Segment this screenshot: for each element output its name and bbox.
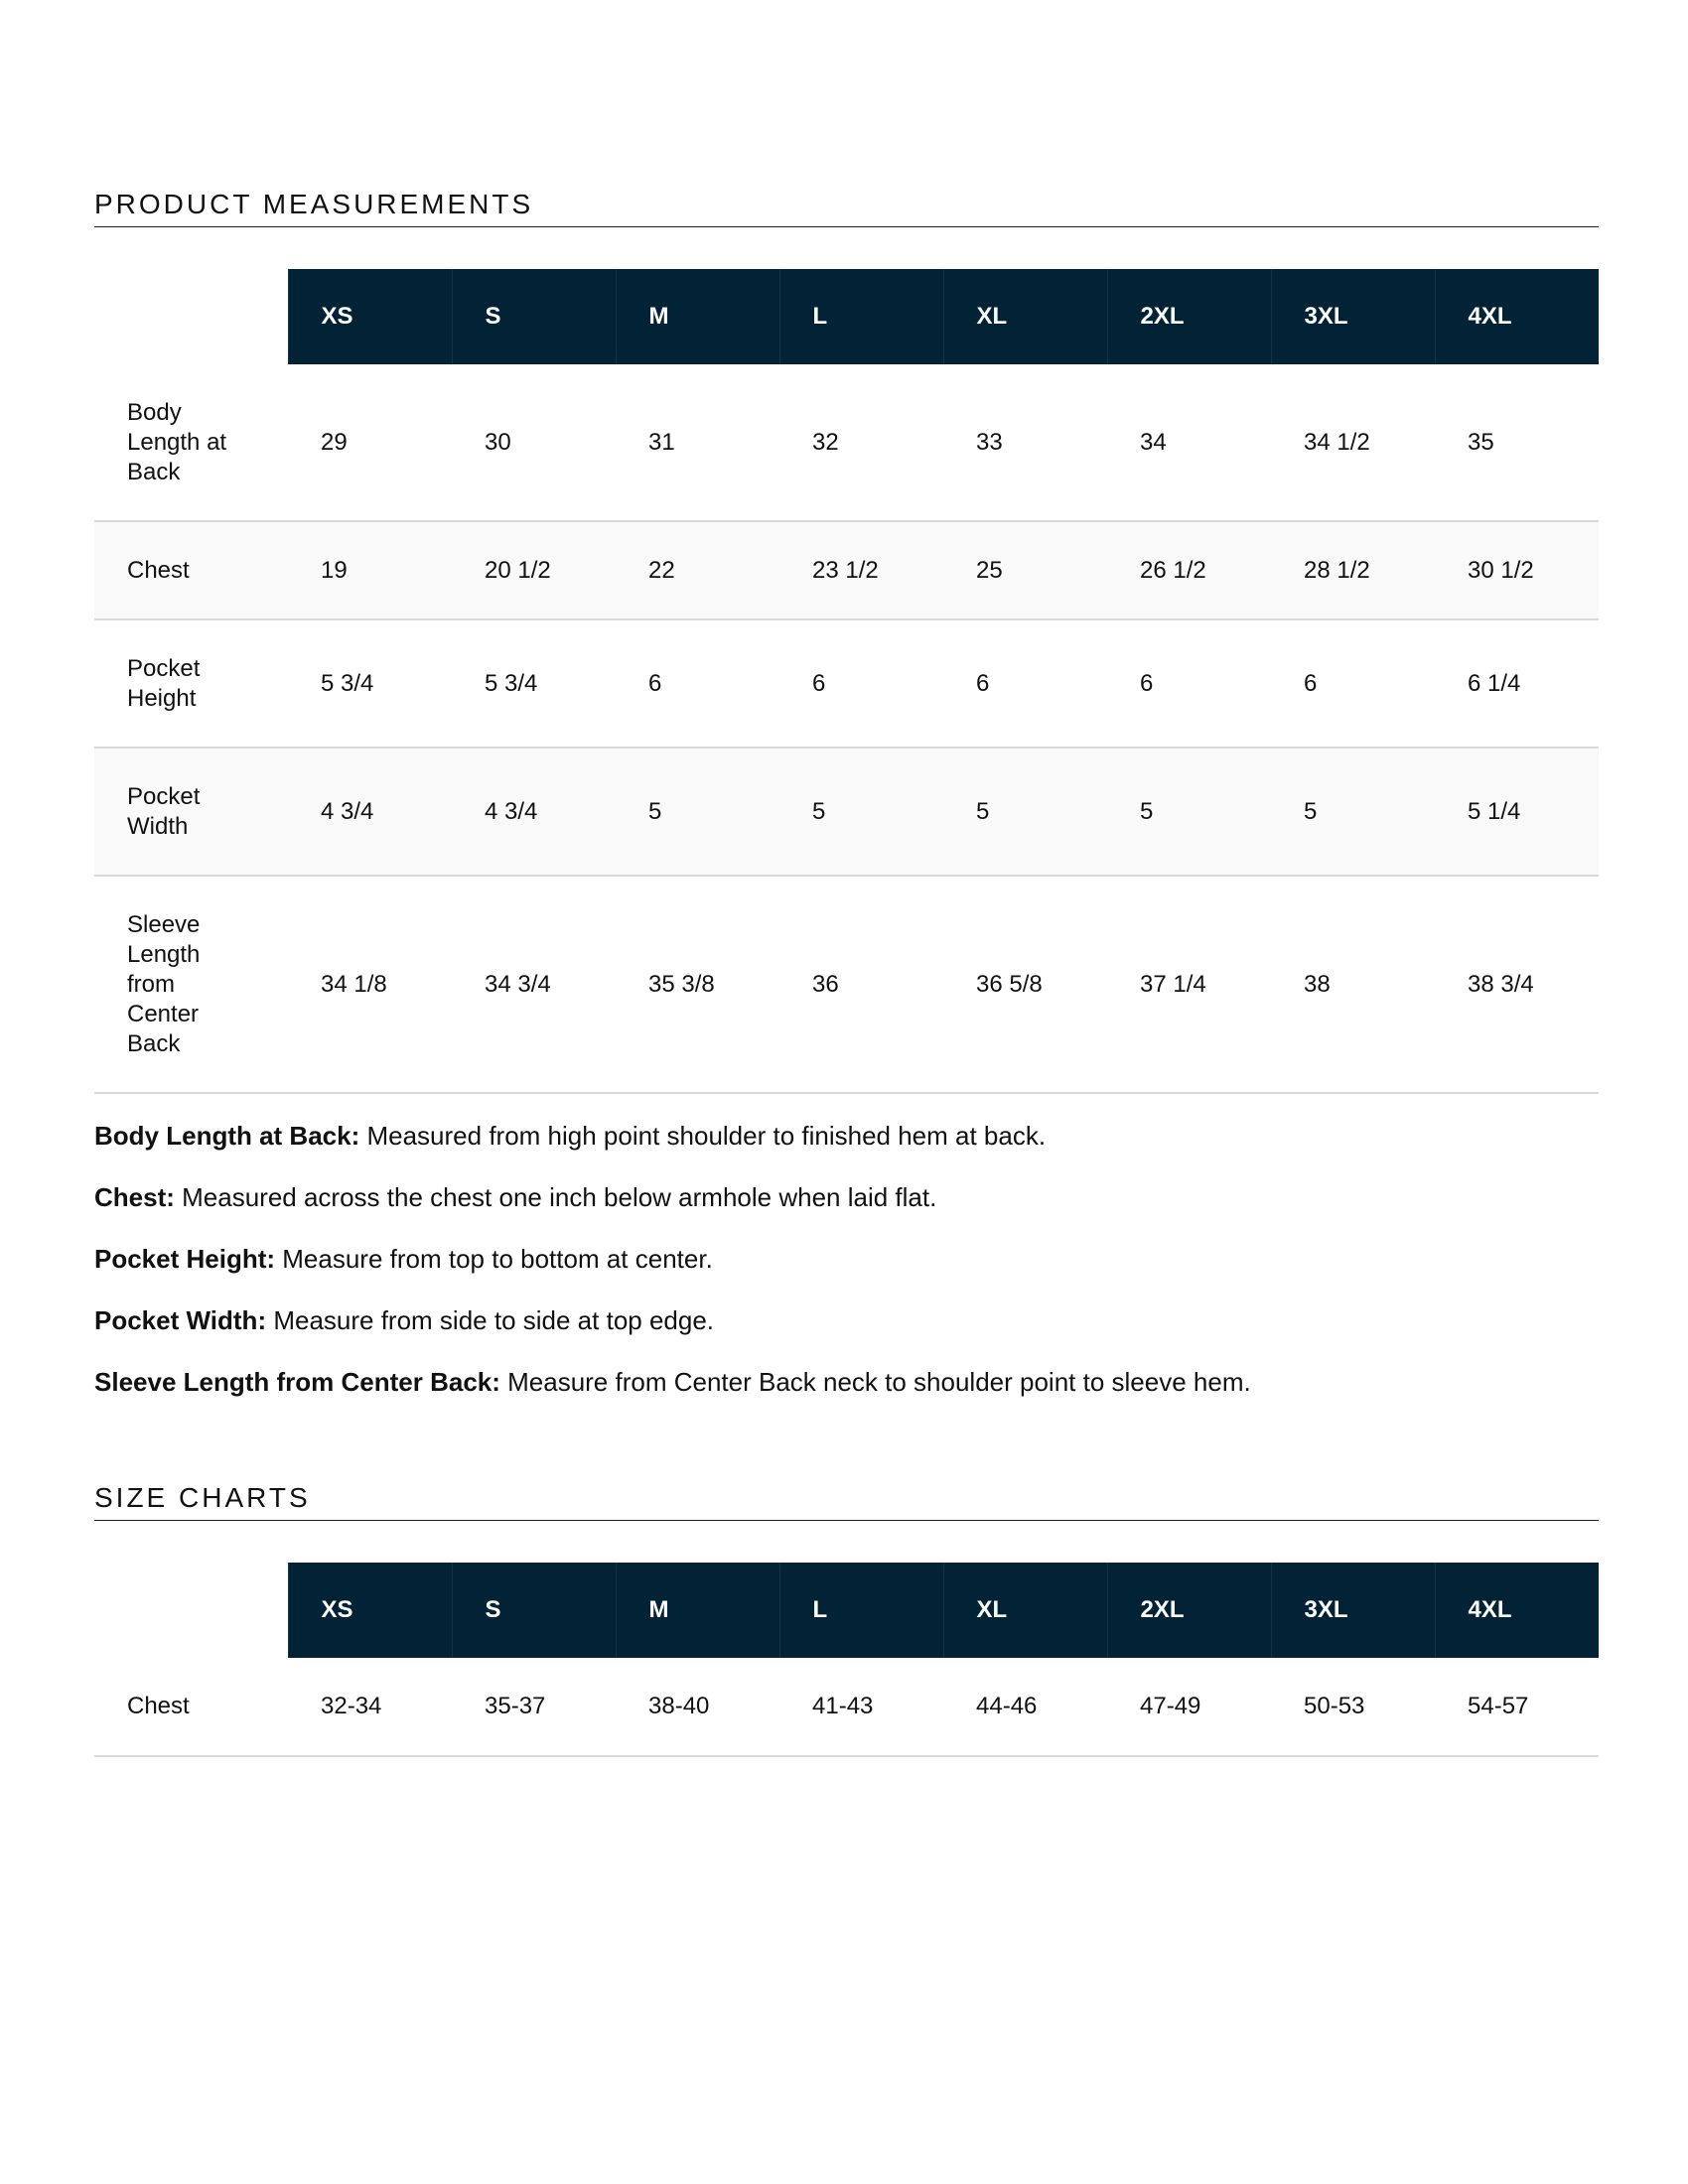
table-cell: 6 bbox=[943, 619, 1107, 748]
table-cell: 32-34 bbox=[288, 1658, 452, 1756]
section-title-size-charts: SIZE CHARTS bbox=[94, 1482, 1599, 1521]
table-cell: 36 bbox=[779, 876, 943, 1093]
row-label: Pocket Height bbox=[94, 619, 288, 748]
size-header-cell: M bbox=[616, 1563, 779, 1658]
table-cell: 34 3/4 bbox=[452, 876, 616, 1093]
size-charts-section bbox=[94, 1482, 1599, 1757]
table-cell: 31 bbox=[616, 364, 779, 521]
size-header-cell: S bbox=[452, 269, 616, 364]
table-cell: 6 bbox=[1107, 619, 1271, 748]
table-cell: 44-46 bbox=[943, 1658, 1107, 1756]
size-header-cell: XL bbox=[943, 269, 1107, 364]
table-row bbox=[94, 364, 1599, 521]
row-label: Chest bbox=[94, 521, 288, 619]
note-text: Measured from high point shoulder to finished hem at back. bbox=[359, 1121, 1047, 1151]
note-text: Measured across the chest one inch below armhole when laid flat. bbox=[174, 1182, 937, 1212]
size-header-cell: 2XL bbox=[1107, 1563, 1271, 1658]
table-row bbox=[94, 521, 1599, 619]
table-cell: 5 bbox=[943, 748, 1107, 876]
size-header-cell: M bbox=[616, 269, 779, 364]
table-cell: 23 1/2 bbox=[779, 521, 943, 619]
row-label: Body Length at Back bbox=[94, 364, 288, 521]
size-header-cell: S bbox=[452, 1563, 616, 1658]
table-cell: 4 3/4 bbox=[288, 748, 452, 876]
size-header-cell: XL bbox=[943, 1563, 1107, 1658]
table-cell: 38 bbox=[1271, 876, 1435, 1093]
table-cell: 25 bbox=[943, 521, 1107, 619]
measurements-table bbox=[94, 269, 1599, 1094]
table-cell: 29 bbox=[288, 364, 452, 521]
size-chart-table bbox=[94, 1563, 1599, 1757]
table-cell: 38-40 bbox=[616, 1658, 779, 1756]
table-cell: 38 3/4 bbox=[1435, 876, 1599, 1093]
header-blank-cell bbox=[94, 269, 288, 364]
note-term: Pocket Width: bbox=[94, 1305, 267, 1335]
table-cell: 34 bbox=[1107, 364, 1271, 521]
table-cell: 6 bbox=[1271, 619, 1435, 748]
note-chest bbox=[94, 1183, 1599, 1211]
table-cell: 5 3/4 bbox=[452, 619, 616, 748]
note-sleeve-length bbox=[94, 1368, 1599, 1396]
table-cell: 5 bbox=[779, 748, 943, 876]
note-text: Measure from top to bottom at center. bbox=[275, 1244, 713, 1274]
row-label: Pocket Width bbox=[94, 748, 288, 876]
note-term: Sleeve Length from Center Back: bbox=[94, 1367, 500, 1397]
section-title-measurements: PRODUCT MEASUREMENTS bbox=[94, 189, 1599, 227]
size-header-cell: L bbox=[779, 269, 943, 364]
table-cell: 19 bbox=[288, 521, 452, 619]
table-cell: 33 bbox=[943, 364, 1107, 521]
table-cell: 34 1/8 bbox=[288, 876, 452, 1093]
table-row bbox=[94, 748, 1599, 876]
table-row bbox=[94, 1658, 1599, 1756]
table-cell: 37 1/4 bbox=[1107, 876, 1271, 1093]
table-cell: 35 bbox=[1435, 364, 1599, 521]
size-header-cell: 4XL bbox=[1435, 1563, 1599, 1658]
table-cell: 5 3/4 bbox=[288, 619, 452, 748]
note-term: Body Length at Back: bbox=[94, 1121, 360, 1151]
note-body-length bbox=[94, 1122, 1599, 1150]
note-term: Chest: bbox=[94, 1182, 175, 1212]
row-label: Sleeve Length from Center Back bbox=[94, 876, 288, 1093]
table-cell: 35-37 bbox=[452, 1658, 616, 1756]
size-header-row bbox=[94, 269, 1599, 364]
size-header-row bbox=[94, 1563, 1599, 1658]
table-cell: 47-49 bbox=[1107, 1658, 1271, 1756]
size-header-cell: XS bbox=[288, 269, 452, 364]
table-cell: 54-57 bbox=[1435, 1658, 1599, 1756]
table-cell: 35 3/8 bbox=[616, 876, 779, 1093]
table-cell: 5 1/4 bbox=[1435, 748, 1599, 876]
note-text: Measure from side to side at top edge. bbox=[266, 1305, 715, 1335]
table-cell: 26 1/2 bbox=[1107, 521, 1271, 619]
table-cell: 5 bbox=[1107, 748, 1271, 876]
table-cell: 34 1/2 bbox=[1271, 364, 1435, 521]
note-pocket-height bbox=[94, 1245, 1599, 1273]
table-cell: 36 5/8 bbox=[943, 876, 1107, 1093]
table-cell: 30 1/2 bbox=[1435, 521, 1599, 619]
table-cell: 30 bbox=[452, 364, 616, 521]
table-row bbox=[94, 619, 1599, 748]
size-header-cell: L bbox=[779, 1563, 943, 1658]
size-header-cell: 3XL bbox=[1271, 269, 1435, 364]
note-pocket-width bbox=[94, 1306, 1599, 1334]
table-cell: 4 3/4 bbox=[452, 748, 616, 876]
table-row bbox=[94, 876, 1599, 1093]
table-cell: 6 bbox=[779, 619, 943, 748]
table-cell: 22 bbox=[616, 521, 779, 619]
product-measurements-section bbox=[94, 189, 1599, 1094]
measurement-notes bbox=[94, 1122, 1599, 1430]
table-cell: 28 1/2 bbox=[1271, 521, 1435, 619]
table-cell: 20 1/2 bbox=[452, 521, 616, 619]
size-header-cell: XS bbox=[288, 1563, 452, 1658]
note-text: Measure from Center Back neck to shoulder point to sleeve hem. bbox=[499, 1367, 1251, 1397]
size-header-cell: 4XL bbox=[1435, 269, 1599, 364]
table-cell: 5 bbox=[616, 748, 779, 876]
size-header-cell: 2XL bbox=[1107, 269, 1271, 364]
table-cell: 50-53 bbox=[1271, 1658, 1435, 1756]
header-blank-cell bbox=[94, 1563, 288, 1658]
size-header-cell: 3XL bbox=[1271, 1563, 1435, 1658]
table-cell: 32 bbox=[779, 364, 943, 521]
table-cell: 5 bbox=[1271, 748, 1435, 876]
table-cell: 6 bbox=[616, 619, 779, 748]
note-term: Pocket Height: bbox=[94, 1244, 276, 1274]
row-label: Chest bbox=[94, 1658, 288, 1756]
table-cell: 41-43 bbox=[779, 1658, 943, 1756]
table-cell: 6 1/4 bbox=[1435, 619, 1599, 748]
